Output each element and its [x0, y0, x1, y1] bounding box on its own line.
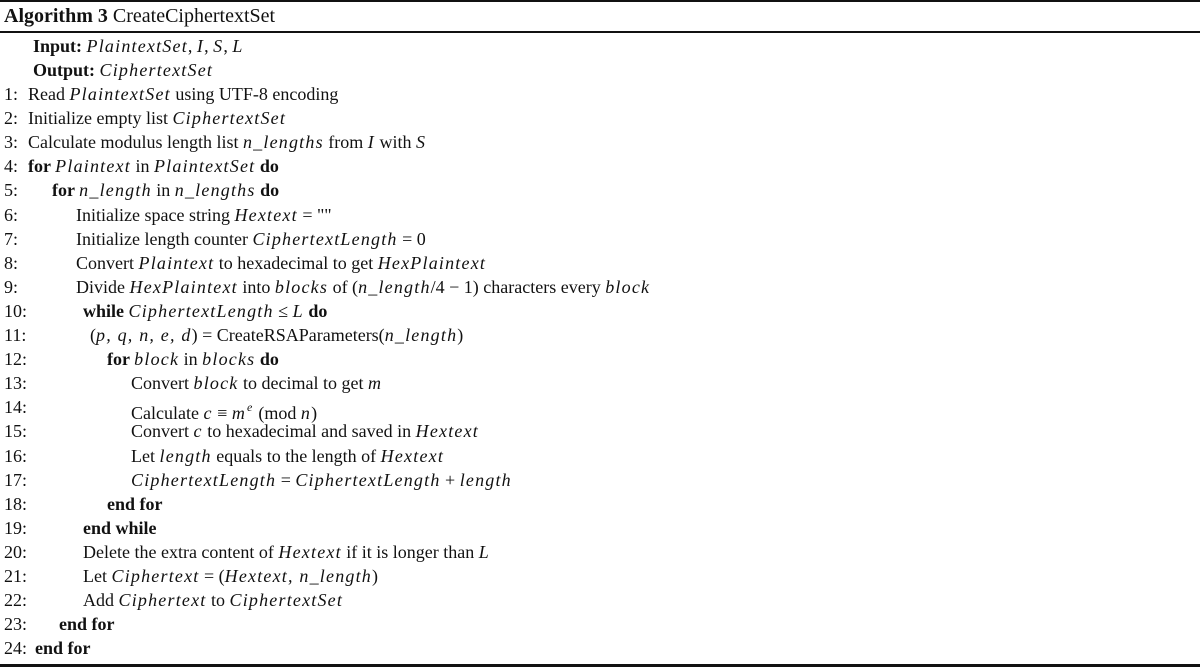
text: +	[440, 469, 460, 490]
text: to hexadecimal to get	[214, 252, 378, 273]
math-variable: CiphertextLength	[295, 469, 441, 490]
math-variable: c	[193, 421, 203, 442]
math-variable: CiphertextLength	[128, 300, 274, 321]
line-content	[83, 564, 378, 588]
line-number: 16:	[4, 445, 28, 466]
text: Initialize space string	[76, 204, 235, 225]
line-number: 6:	[4, 204, 19, 225]
line-content	[52, 178, 279, 202]
line-number: 7:	[4, 228, 19, 249]
line-content	[90, 323, 463, 347]
text: Add	[83, 590, 119, 611]
math-variable: Hextext	[234, 204, 298, 225]
keyword: end for	[59, 614, 115, 635]
text: Divide	[76, 276, 130, 297]
text: ,	[204, 36, 214, 56]
line-content	[28, 82, 338, 106]
text: of (	[328, 276, 359, 297]
math-variable: n_length	[79, 180, 152, 201]
line-content	[76, 227, 426, 251]
text: (	[90, 325, 96, 345]
math-variable: p, q, n, e, d	[96, 325, 192, 345]
line-number: 23:	[4, 614, 28, 635]
line-content	[83, 588, 343, 612]
math-variable: CiphertextSet	[229, 590, 344, 611]
keyword: end for	[35, 638, 91, 659]
line-content	[28, 130, 426, 154]
line-number: 18:	[4, 493, 28, 514]
text: ) = CreateRSAParameters(	[191, 325, 385, 345]
math-variable: block	[605, 276, 651, 297]
line-content	[131, 444, 444, 468]
math-variable: Ciphertext	[118, 590, 207, 611]
math-variable: block	[193, 373, 239, 394]
line-content	[76, 203, 332, 227]
input-body	[33, 34, 244, 58]
text: ≤	[273, 300, 293, 321]
line-content	[131, 371, 382, 395]
line-content	[131, 468, 512, 492]
math-variable: L	[478, 541, 490, 562]
line-content	[107, 347, 279, 371]
line-number: 24:	[4, 638, 28, 659]
line-content	[107, 492, 163, 516]
math-variable: n	[300, 403, 312, 424]
text: in	[179, 349, 203, 370]
line-content	[28, 106, 286, 130]
keyword: do	[255, 349, 279, 370]
keyword: while	[83, 300, 129, 321]
input-params	[87, 36, 244, 56]
text: with	[374, 132, 416, 153]
line-number: 22:	[4, 590, 28, 611]
text: Convert	[131, 421, 194, 442]
line-number: 13:	[4, 373, 28, 394]
text: =	[276, 469, 296, 490]
text: Calculate	[131, 403, 204, 424]
text: into	[237, 276, 275, 297]
text: Read	[28, 84, 70, 104]
output-body	[33, 58, 213, 82]
text: Delete the extra content of	[83, 541, 279, 562]
superscript: e	[247, 400, 253, 415]
math-variable: Ciphertext	[111, 566, 200, 586]
line-content	[59, 612, 115, 636]
math-variable: Hextext	[415, 421, 479, 442]
algorithm-caption	[4, 4, 275, 28]
text: Initialize length counter	[76, 228, 253, 249]
math-variable: I	[367, 132, 375, 153]
text: = ""	[297, 204, 332, 225]
keyword: for	[52, 180, 80, 201]
math-variable: c	[203, 403, 213, 424]
math-variable: L	[232, 36, 244, 56]
text: in	[151, 180, 175, 201]
caption-rule	[0, 31, 1200, 33]
keyword: for	[28, 156, 56, 177]
text: to decimal to get	[238, 373, 368, 394]
text: Let	[131, 445, 160, 466]
math-variable: Hextext	[278, 541, 342, 562]
line-content	[131, 419, 479, 443]
math-variable: HexPlaintext	[377, 252, 487, 273]
line-number: 21:	[4, 566, 28, 586]
line-number: 14:	[4, 397, 28, 418]
math-variable: m	[367, 373, 383, 394]
text: to hexadecimal and saved in	[202, 421, 416, 442]
math-variable: Plaintext	[138, 252, 215, 273]
math-variable: m	[231, 403, 247, 424]
line-number: 11:	[4, 325, 27, 345]
line-content	[35, 636, 91, 660]
text: using UTF-8 encoding	[170, 84, 339, 104]
math-variable: block	[134, 349, 180, 370]
line-number: 3:	[4, 132, 19, 153]
text: (mod	[258, 403, 301, 424]
text: ,	[223, 36, 233, 56]
output-params	[100, 60, 214, 80]
algorithm-name: CreateCiphertextSet	[112, 5, 276, 27]
text: Let	[83, 566, 112, 586]
keyword: end for	[107, 493, 163, 514]
math-variable: S	[213, 36, 224, 56]
keyword: end while	[83, 517, 157, 538]
top-rule	[0, 0, 1200, 2]
keyword: do	[255, 156, 279, 177]
math-variable: PlaintextSet	[153, 156, 256, 177]
text: = 0	[397, 228, 426, 249]
line-number: 1:	[4, 84, 19, 104]
line-number: 19:	[4, 517, 28, 538]
math-variable: CiphertextSet	[99, 60, 214, 80]
text: ,	[187, 36, 197, 56]
math-variable: blocks	[274, 276, 329, 297]
text: = (	[199, 566, 225, 586]
math-variable: n_length	[358, 276, 431, 297]
math-variable: Hextext, n_length	[224, 566, 372, 586]
line-content	[83, 516, 157, 540]
line-number: 10:	[4, 300, 28, 321]
keyword: for	[107, 349, 135, 370]
input-label: Input:	[33, 36, 83, 56]
line-number: 4:	[4, 156, 19, 177]
bottom-rule	[0, 664, 1200, 667]
text: ≡	[212, 403, 232, 424]
text: to	[206, 590, 230, 611]
math-variable: I	[196, 36, 205, 56]
text: )	[311, 403, 318, 424]
line-content	[28, 154, 279, 178]
line-number: 8:	[4, 252, 19, 273]
math-variable: length	[159, 445, 212, 466]
line-number: 2:	[4, 108, 19, 129]
text: Convert	[76, 252, 139, 273]
line-content	[76, 275, 650, 299]
math-variable: n_length	[384, 325, 458, 345]
math-variable: n_lengths	[242, 132, 324, 153]
text: /4 − 1) characters every	[430, 276, 606, 297]
text: in	[130, 156, 154, 177]
math-variable: S	[416, 132, 427, 153]
line-content	[76, 251, 486, 275]
math-variable: CiphertextSet	[172, 108, 287, 129]
algorithm-label: Algorithm 3	[4, 5, 108, 27]
text: Initialize empty list	[28, 108, 173, 129]
text: if it is longer than	[341, 541, 479, 562]
line-number: 20:	[4, 541, 28, 562]
output-label: Output:	[33, 60, 96, 80]
text: Calculate modulus length list	[28, 132, 243, 153]
line-number: 12:	[4, 349, 28, 370]
line-number: 15:	[4, 421, 28, 442]
math-variable: CiphertextLength	[131, 469, 277, 490]
line-number: 9:	[4, 276, 19, 297]
math-variable: PlaintextSet	[69, 84, 171, 104]
text: equals to the length of	[211, 445, 381, 466]
math-variable: CiphertextLength	[252, 228, 398, 249]
line-content	[83, 540, 490, 564]
text: )	[457, 325, 464, 345]
math-variable: Hextext	[380, 445, 445, 466]
math-variable: blocks	[202, 349, 256, 370]
keyword: do	[303, 300, 328, 321]
math-variable: Plaintext	[55, 156, 131, 177]
line-number: 5:	[4, 180, 19, 201]
line-content	[83, 299, 327, 323]
text: from	[323, 132, 368, 153]
math-variable: L	[292, 300, 304, 321]
text: Convert	[131, 373, 194, 394]
math-variable: HexPlaintext	[129, 276, 238, 297]
keyword: do	[255, 180, 280, 201]
math-variable: PlaintextSet	[86, 36, 188, 56]
line-number: 17:	[4, 469, 28, 490]
math-variable: length	[459, 469, 512, 490]
text: )	[372, 566, 378, 586]
math-variable: n_lengths	[174, 180, 256, 201]
